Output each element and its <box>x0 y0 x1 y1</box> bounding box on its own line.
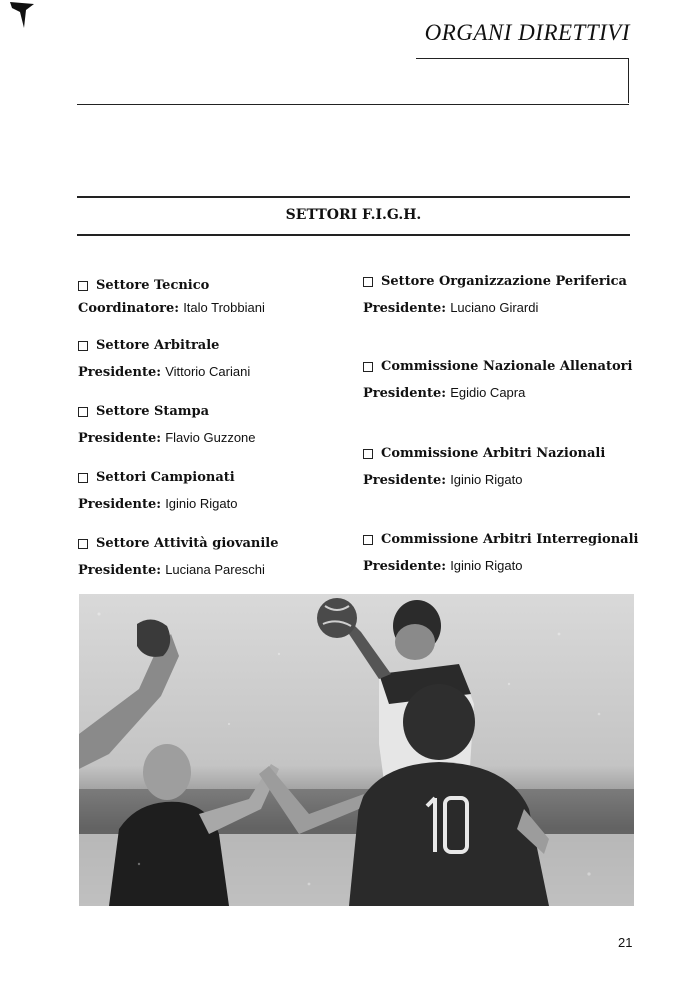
entry-person: Egidio Capra <box>450 385 526 400</box>
checkbox-icon <box>363 362 373 372</box>
handball-photo-illustration <box>79 594 634 906</box>
entry-name: Settori Campionati <box>96 470 235 485</box>
entry-person: Luciano Girardi <box>450 300 539 315</box>
checkbox-icon <box>78 281 88 291</box>
entry-name: Settore Arbitrale <box>96 338 220 353</box>
checkbox-icon <box>363 535 373 545</box>
list-item <box>78 469 237 513</box>
entry-person: Iginio Rigato <box>450 558 523 573</box>
entry-role: Coordinatore: <box>78 301 180 316</box>
list-item <box>363 273 627 317</box>
entry-person: Italo Trobbiani <box>183 300 265 315</box>
entry-name: Settore Stampa <box>96 404 210 419</box>
page-number: 21 <box>618 935 633 950</box>
entry-role: Presidente: <box>78 365 162 380</box>
checkbox-icon <box>78 407 88 417</box>
list-item <box>363 358 632 402</box>
entry-person: Luciana Pareschi <box>165 562 265 577</box>
entry-role: Presidente: <box>78 431 162 446</box>
entry-person: Iginio Rigato <box>165 496 238 511</box>
entry-role: Presidente: <box>363 473 447 488</box>
page-title: ORGANI DIRETTIVI <box>424 20 630 45</box>
list-item <box>78 277 265 317</box>
entry-name: Settore Organizzazione Periferica <box>381 274 627 289</box>
section-header <box>77 196 630 236</box>
list-item <box>78 403 256 447</box>
header-frame <box>416 58 629 103</box>
list-item <box>78 535 279 579</box>
entry-role: Presidente: <box>78 563 162 578</box>
entry-name: Commissione Arbitri Nazionali <box>381 446 606 461</box>
checkbox-icon <box>363 449 373 459</box>
list-item <box>78 337 250 381</box>
checkbox-icon <box>78 473 88 483</box>
entry-person: Flavio Guzzone <box>165 430 256 445</box>
entry-role: Presidente: <box>363 559 447 574</box>
list-item <box>363 445 605 489</box>
entry-role: Presidente: <box>363 301 447 316</box>
handball-photo <box>79 594 634 906</box>
entry-name: Settore Tecnico <box>96 278 210 293</box>
corner-mark-icon <box>8 0 36 30</box>
entry-person: Vittorio Cariani <box>165 364 251 379</box>
entry-name: Commissione Nazionale Allenatori <box>381 359 633 374</box>
entry-name: Settore Attività giovanile <box>96 536 279 551</box>
entry-person: Iginio Rigato <box>450 472 523 487</box>
section-title: SETTORI F.I.G.H. <box>285 207 422 223</box>
header-rule <box>77 104 629 105</box>
list-item <box>363 531 638 575</box>
entry-role: Presidente: <box>78 497 162 512</box>
checkbox-icon <box>363 277 373 287</box>
checkbox-icon <box>78 341 88 351</box>
entry-role: Presidente: <box>363 386 447 401</box>
entry-name: Commissione Arbitri Interregionali <box>381 532 639 547</box>
checkbox-icon <box>78 539 88 549</box>
